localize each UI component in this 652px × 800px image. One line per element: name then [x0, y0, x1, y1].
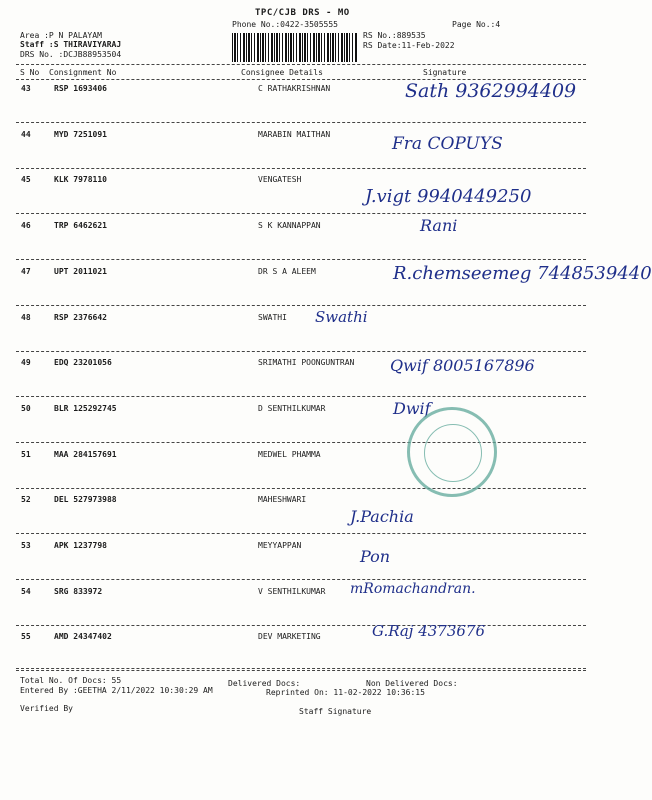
column-header-sno: S No	[20, 68, 40, 77]
row-divider	[16, 213, 586, 214]
column-header-consignment: Consignment No	[49, 68, 117, 77]
row-divider	[16, 396, 586, 397]
document-title: TPC/CJB DRS - MO	[255, 8, 350, 18]
row-signature: mRomachandran.	[350, 581, 476, 597]
row-serial-number: 43	[21, 84, 31, 93]
row-serial-number: 45	[21, 175, 31, 184]
column-header-signature: Signature	[423, 68, 467, 77]
row-consignment-number: KLK 7978110	[54, 175, 107, 184]
row-consignee-name: MEDWEL PHAMMA	[258, 450, 321, 459]
row-signature: Dwif	[393, 399, 431, 418]
row-signature: Rani	[420, 216, 458, 235]
row-consignee-name: DEV MARKETING	[258, 632, 321, 641]
phone-number: Phone No.:0422-3505555	[232, 20, 338, 29]
staff-signature-label: Staff Signature	[299, 707, 372, 716]
row-consignment-number: SRG 833972	[54, 587, 103, 596]
row-consignee-name: D SENTHILKUMAR	[258, 404, 326, 413]
barcode	[232, 33, 358, 62]
row-serial-number: 47	[21, 267, 31, 276]
row-consignment-number: BLR 125292745	[54, 404, 117, 413]
staff-label: Staff :S THIRAVIYARAJ	[20, 40, 122, 49]
row-serial-number: 53	[21, 541, 31, 550]
row-serial-number: 54	[21, 587, 31, 596]
row-serial-number: 51	[21, 450, 31, 459]
column-header-consignee: Consignee Details	[241, 68, 323, 77]
row-serial-number: 49	[21, 358, 31, 367]
row-serial-number: 46	[21, 221, 31, 230]
delivered-docs: Delivered Docs:	[228, 679, 301, 688]
row-consignee-name: SRIMATHI POONGUNTRAN	[258, 358, 355, 367]
row-divider	[16, 168, 586, 169]
delivery-stamp	[407, 407, 497, 497]
row-divider	[16, 533, 586, 534]
row-consignee-name: S K KANNAPPAN	[258, 221, 321, 230]
row-divider	[16, 122, 586, 123]
row-consignment-number: APK 1237798	[54, 541, 107, 550]
row-serial-number: 50	[21, 404, 31, 413]
row-consignment-number: AMD 24347402	[54, 632, 112, 641]
row-consignment-number: MAA 284157691	[54, 450, 117, 459]
row-consignee-name: MAHESHWARI	[258, 495, 307, 504]
row-divider	[16, 259, 586, 260]
verified-by: Verified By	[20, 704, 73, 713]
row-divider	[16, 351, 586, 352]
row-serial-number: 55	[21, 632, 31, 641]
row-consignee-name: C RATHAKRISHNAN	[258, 84, 331, 93]
row-consignment-number: MYD 7251091	[54, 130, 107, 139]
non-delivered-docs: Non Delivered Docs:	[366, 679, 458, 688]
row-consignment-number: EDQ 23201056	[54, 358, 112, 367]
row-signature: R.chemseemeg 7448539440	[393, 263, 652, 284]
row-divider	[16, 625, 586, 626]
row-signature: Sath 9362994409	[405, 80, 577, 102]
row-signature: Qwif 8005167896	[390, 356, 535, 375]
reprinted-on: Reprinted On: 11-02-2022 10:36:15	[266, 688, 425, 697]
row-consignment-number: TRP 6462621	[54, 221, 107, 230]
row-serial-number: 48	[21, 313, 31, 322]
row-signature: J.Pachia	[350, 507, 414, 526]
row-consignment-number: DEL 527973988	[54, 495, 117, 504]
row-consignee-name: V SENTHILKUMAR	[258, 587, 326, 596]
row-consignment-number: RSP 1693406	[54, 84, 107, 93]
row-consignee-name: MEYYAPPAN	[258, 541, 302, 550]
total-docs: Total No. Of Docs: 55	[20, 676, 122, 685]
page-number: Page No.:4	[452, 20, 501, 29]
row-signature: J.vigt 9940449250	[365, 186, 532, 207]
drs-number: DRS No. :DCJB88953504	[20, 50, 122, 59]
row-divider	[16, 488, 586, 489]
area-label: Area :P N PALAYAM	[20, 31, 102, 40]
row-serial-number: 44	[21, 130, 31, 139]
row-signature: Fra COPUYS	[392, 134, 503, 154]
row-consignee-name: SWATHI	[258, 313, 287, 322]
row-consignment-number: UPT 2011021	[54, 267, 107, 276]
row-signature: Pon	[360, 547, 391, 566]
row-consignee-name: VENGATESH	[258, 175, 302, 184]
row-consignee-name: DR S A ALEEM	[258, 267, 316, 276]
rs-date: RS Date:11-Feb-2022	[363, 41, 455, 50]
row-divider	[16, 442, 586, 443]
row-divider	[16, 670, 586, 671]
footer-divider	[16, 668, 586, 669]
row-signature: G.Raj 4373676	[372, 622, 486, 640]
entered-by: Entered By :GEETHA 2/11/2022 10:30:29 AM	[20, 686, 213, 695]
header-divider-top	[16, 64, 586, 65]
row-divider	[16, 305, 586, 306]
row-consignee-name: MARABIN MAITHAN	[258, 130, 331, 139]
row-signature: Swathi	[315, 308, 368, 326]
row-serial-number: 52	[21, 495, 31, 504]
rs-number: RS No.:889535	[363, 31, 426, 40]
row-consignment-number: RSP 2376642	[54, 313, 107, 322]
row-divider	[16, 579, 586, 580]
